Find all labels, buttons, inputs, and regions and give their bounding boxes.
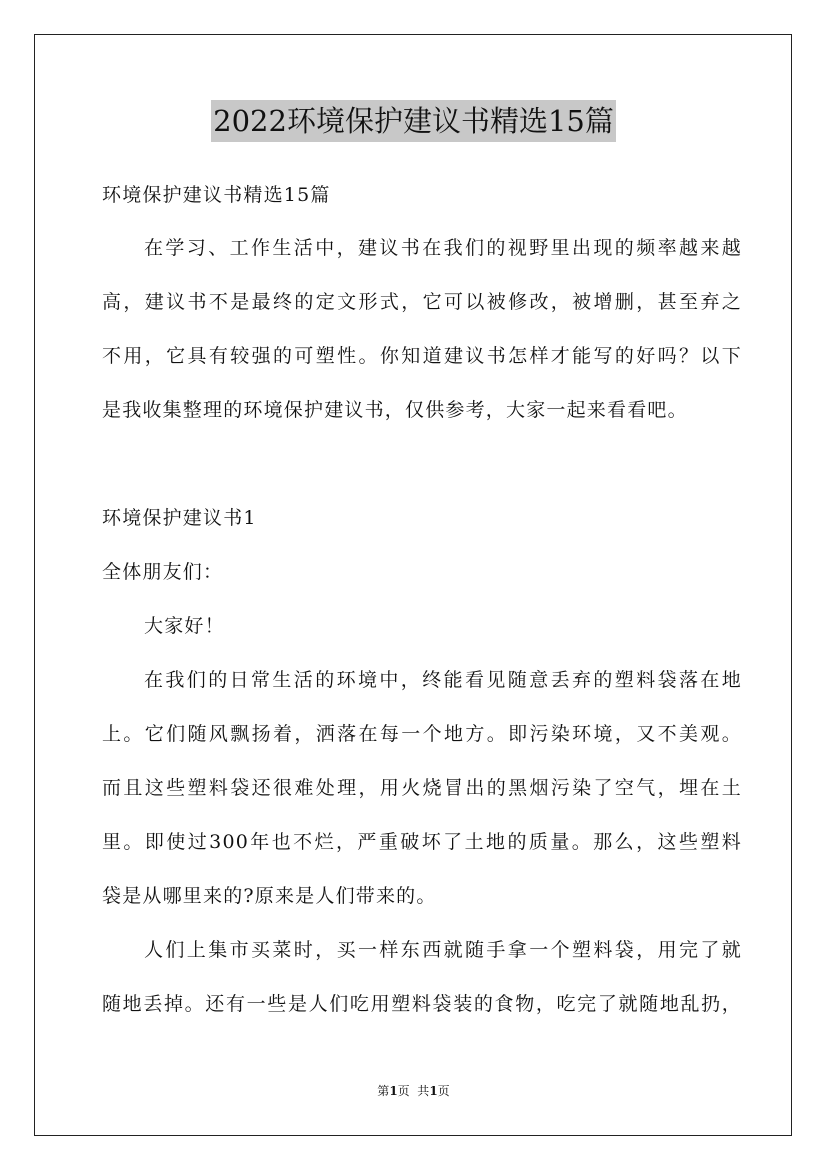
- greeting: 大家好！: [144, 615, 225, 637]
- intro-line-3: 不用，它具有较强的可塑性。你知道建议书怎样才能写的好吗？以下: [102, 345, 742, 367]
- footer-page-total: 1: [429, 1084, 438, 1098]
- footer-page-mid: 页 共: [397, 1084, 430, 1098]
- paragraph1-line-5: 袋是从哪里来的?原来是人们带来的。: [102, 885, 437, 907]
- paragraph1-line-1: 在我们的日常生活的环境中，终能看见随意丢弃的塑料袋落在地: [144, 669, 742, 691]
- title-wrap: [0, 100, 827, 142]
- footer-page-current: 1: [389, 1084, 398, 1098]
- paragraph2-line-2: 随地丢掉。还有一些是人们吃用塑料袋装的食物，吃完了就随地乱扔，: [102, 993, 742, 1015]
- salutation: 全体朋友们：: [102, 561, 224, 583]
- section-heading: 环境保护建议书1: [102, 507, 257, 529]
- document-title: 2022环境保护建议书精选15篇: [211, 100, 616, 142]
- intro-line-2: 高，建议书不是最终的定文形式，它可以被修改，被增删，甚至弃之: [102, 291, 742, 313]
- paragraph2-line-1: 人们上集市买菜时，买一样东西就随手拿一个塑料袋，用完了就: [144, 939, 742, 961]
- document-subtitle: 环境保护建议书精选15篇: [102, 184, 331, 206]
- intro-line-1: 在学习、工作生活中，建议书在我们的视野里出现的频率越来越: [144, 237, 742, 259]
- footer-page-suffix: 页: [437, 1084, 450, 1098]
- paragraph1-line-4: 里。即使过300年也不烂，严重破坏了土地的质量。那么，这些塑料: [102, 831, 742, 853]
- paragraph1-line-3: 而且这些塑料袋还很难处理，用火烧冒出的黑烟污染了空气，埋在土: [102, 777, 742, 799]
- page-footer: [0, 1083, 827, 1099]
- paragraph1-line-2: 上。它们随风飘扬着，洒落在每一个地方。即污染环境，又不美观。: [102, 723, 742, 745]
- footer-page-prefix: 第: [377, 1084, 390, 1098]
- intro-line-4: 是我收集整理的环境保护建议书，仅供参考，大家一起来看看吧。: [102, 399, 688, 421]
